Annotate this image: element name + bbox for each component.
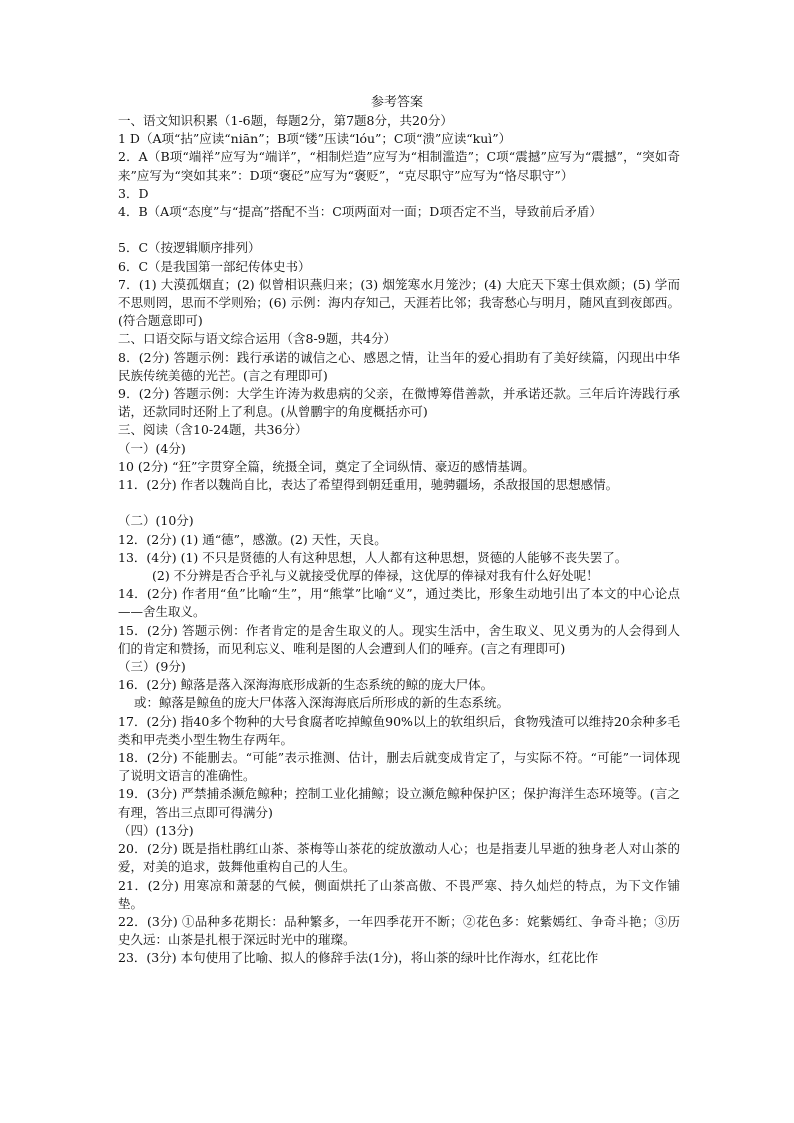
blank-line	[118, 494, 680, 512]
answer-item: 6．C（是我国第一部纪传体史书）	[118, 258, 311, 274]
section-heading: 三、阅读（含10-24题，共36分）	[118, 422, 308, 438]
answer-item: 16．(2分) 鲸落是落入深海海底形成新的生态系统的鲸的庞大尸体。	[118, 677, 494, 693]
answer-item: 10 (2分) “狂”字贯穿全篇，统摄全词，奠定了全词纵情、豪迈的感情基调。	[118, 458, 535, 474]
answer-item: 22．(3分) ①品种多花期长：品种繁多，一年四季花开不断；②花色多：姹紫嫣红、争奇斗艳；③历史久远：山茶是扎根于深远时光中的璀璨。	[118, 913, 680, 948]
answer-item: 12．(2分) (1) 通“德”，感激。(2) 天性，天良。	[118, 531, 387, 547]
answer-item: 11．(2分) 作者以魏尚自比，表达了希望得到朝廷重用，驰骋疆场，杀敌报国的思想感情。	[118, 477, 619, 493]
answer-item: 5．C（按逻辑顺序排列）	[118, 240, 261, 256]
answer-item: 19．(3分) 严禁捕杀濒危鲸种；控制工业化捕鲸；设立濒危鲸种保护区；保护海洋生态环境等。(言之有理，答出三点即可得满分)	[118, 786, 680, 820]
page-title: 参考答案	[370, 95, 423, 110]
answer-item: 1 D（A项“拈”应读“niān”；B项“镂”压读“lóu”；C项“溃”应读“kuì”）	[118, 131, 512, 147]
answer-item-continuation: (2) 不分辨是否合乎礼与义就接受优厚的俸禄，这优厚的俸禄对我有什么好处呢！	[152, 568, 599, 584]
answer-body	[118, 112, 680, 968]
answer-item: 21．(2分) 用寒凉和萧瑟的气候，侧面烘托了山茶高傲、不畏严寒、持久灿烂的特点，为下文作铺垫。	[118, 877, 680, 911]
subsection-heading: （二）(10分)	[118, 513, 194, 529]
section-heading: 二、口语交际与语文综合运用（含8-9题，共4分）	[118, 331, 397, 347]
subsection-heading: （一）(4分)	[118, 440, 186, 456]
subsection-heading: （三）(9分)	[118, 659, 186, 675]
answer-item: 3．D	[118, 185, 149, 201]
answer-item: 4．B（A项“态度”与“提高”搭配不当：C项两面对一面；D项否定不当，导致前后矛盾）	[118, 204, 602, 220]
subsection-heading: （四）(13分)	[118, 822, 194, 838]
answer-item: 18．(2分) 不能删去。“可能”表示推测、估计，删去后就变成肯定了，与实际不符。“可能”一词体现了说明文语言的准确性。	[118, 750, 680, 784]
answer-item: 8．(2分) 答题示例：践行承诺的诚信之心、感恩之情，让当年的爱心捐助有了美好续篇，闪现出中华民族传统美德的光芒。(言之有理即可)	[118, 349, 680, 383]
blank-line	[118, 221, 680, 239]
answer-item: 20．(2分) 既是指杜鹃红山茶、茶梅等山茶花的绽放激动人心；也是指妻儿早逝的独身老人对山茶的爱，对美的追求，鼓舞他重构自己的人生。	[118, 841, 680, 875]
answer-item: 17．(2分) 指40多个物种的大号食腐者吃掉鲸鱼90%以上的软组织后，食物残渣可以维持20余种多毛类和甲壳类小型生物生存两年。	[118, 713, 680, 747]
answer-item: 9．(2分) 答题示例：大学生许涛为救患病的父亲，在微博筹借善款，并承诺还款。三年后许涛践行承诺，还款同时还附上了利息。(从曾鹏宇的角度概括亦可)	[118, 386, 680, 420]
answer-item: 23．(3分) 本句使用了比喻、拟人的修辞手法(1分)，将山茶的绿叶比作海水，红花比作	[118, 950, 599, 966]
section-heading: 一、语文知识积累（1-6题，每题2分，第7题8分，共20分）	[118, 113, 453, 128]
answer-item: 2．A（B项“端祥”应写为“端详”，“相制烂造”应写为“相制滥造”；C项“震撼”应写为“震撼”，“突如奇来”应写为“突如其来”：D项“褒砭”应写为“褒贬”，“克尽职守”应写为“恪尽职守”）	[118, 149, 680, 183]
answer-item: 7．(1) 大漠孤烟直；(2) 似曾相识燕归来；(3) 烟笼寒水月笼沙；(4) 大庇天下寒士俱欢颜；(5) 学而不思则罔，思而不学则殆；(6) 示例：海内存知己，天涯若比邻；我寄愁心与明月，随风直到夜郎西。(符合题意即可)	[118, 276, 680, 329]
answer-item-continuation: 或：鲸落是鲸鱼的庞大尸体落入深海海底后所形成的新的生态系统。	[134, 695, 510, 711]
answer-item: 14．(2分) 作者用“鱼”比喻“生”，用“熊掌”比喻“义”，通过类比，形象生动地引出了本文的中心论点——舍生取义。	[118, 586, 680, 620]
answer-item: 15．(2分) 答题示例：作者肯定的是舍生取义的人。现实生活中，舍生取义、见义勇为的人会得到人们的肯定和赞扬，而见利忘义、唯利是图的人会遭到人们的唾弃。(言之有理即可)	[118, 622, 680, 656]
answer-item: 13．(4分) (1) 不只是贤德的人有这种思想，人人都有这种思想，贤德的人能够不丧失罢了。	[118, 549, 628, 565]
